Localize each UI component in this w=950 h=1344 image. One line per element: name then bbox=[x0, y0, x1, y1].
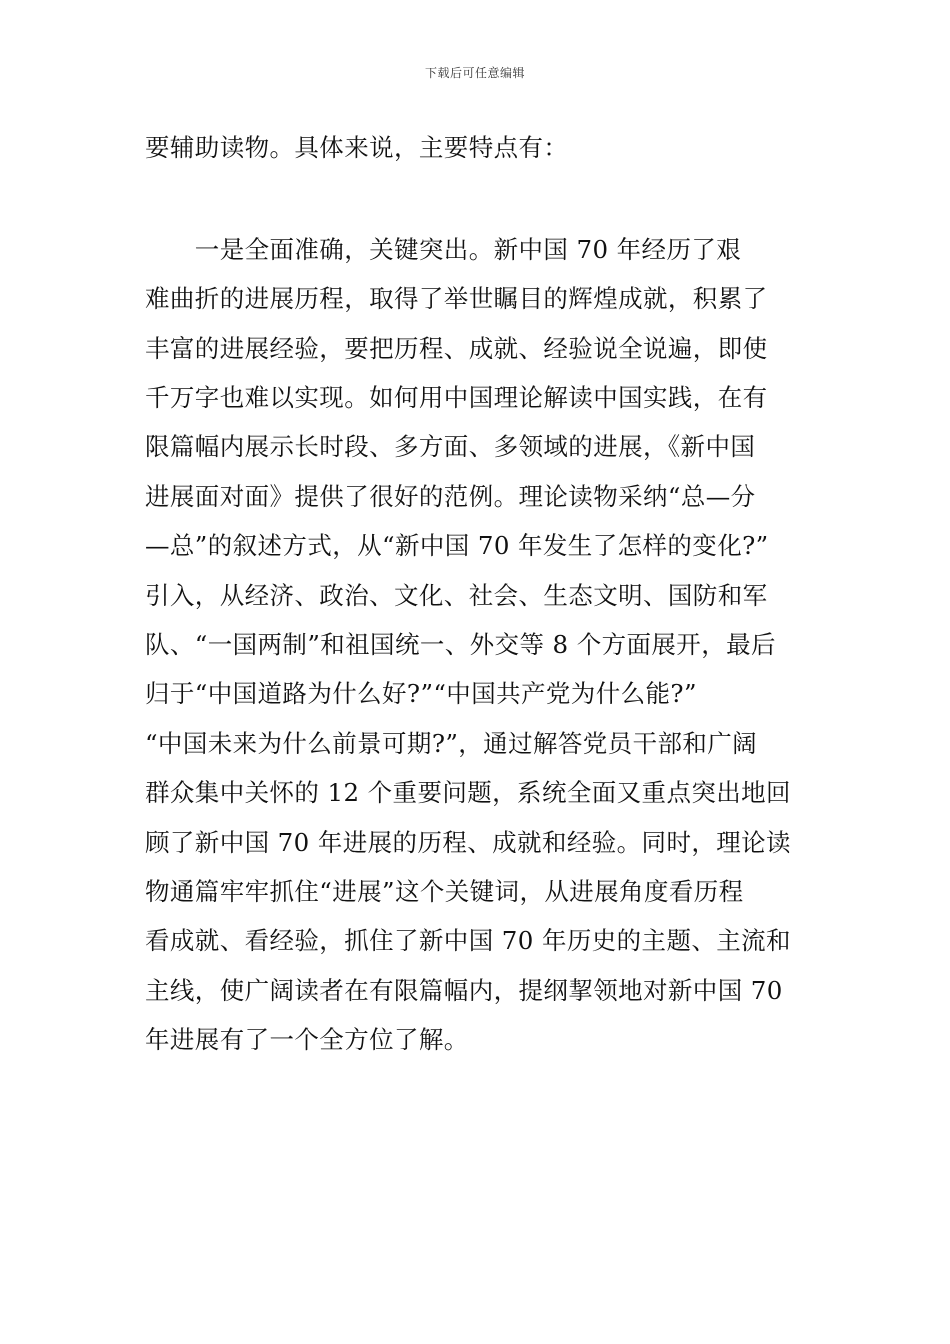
text-line: 进展面对面》提供了很好的范例。理论读物采纳“总—分 bbox=[145, 482, 756, 511]
header-note: 下载后可任意编辑 bbox=[424, 66, 525, 80]
text-line-intro: 要辅助读物。具体来说，主要特点有： bbox=[145, 133, 569, 162]
text-line: —总”的叙述方式，从“新中国 70 年发生了怎样的变化?” bbox=[145, 531, 769, 560]
text-line: 群众集中关怀的 12 个重要问题，系统全面又重点突出地回 bbox=[145, 778, 791, 807]
text-line: 物通篇牢牢抓住“进展”这个关键词，从进展角度看历程 bbox=[145, 877, 744, 906]
text-line: 主线，使广阔读者在有限篇幅内，提纲挈领地对新中国 70 bbox=[145, 976, 783, 1005]
text-line: 难曲折的进展历程，取得了举世瞩目的辉煌成就，积累了 bbox=[145, 284, 768, 313]
text-line: “中国未来为什么前景可期?”，通过解答党员干部和广阔 bbox=[145, 729, 758, 758]
text-line: 一是全面准确，关键突出。新中国 70 年经历了艰 bbox=[145, 235, 742, 264]
text-line: 看成就、看经验，抓住了新中国 70 年历史的主题、主流和 bbox=[145, 926, 791, 955]
text-line: 年进展有了一个全方位了解。 bbox=[145, 1025, 469, 1054]
text-line: 千万字也难以实现。如何用中国理论解读中国实践，在有 bbox=[145, 383, 768, 412]
text-line: 限篇幅内展示长时段、多方面、多领域的进展，《新中国 bbox=[145, 432, 756, 461]
text-line: 引入，从经济、政治、文化、社会、生态文明、国防和军 bbox=[145, 581, 768, 610]
text-line: 顾了新中国 70 年进展的历程、成就和经验。同时，理论读 bbox=[145, 828, 791, 857]
text-line: 丰富的进展经验，要把历程、成就、经验说全说遍，即使 bbox=[145, 334, 768, 363]
text-line: 归于“中国道路为什么好?”“中国共产党为什么能?” bbox=[145, 679, 697, 708]
text-line: 队、“一国两制”和祖国统一、外交等 8 个方面展开，最后 bbox=[145, 630, 776, 659]
